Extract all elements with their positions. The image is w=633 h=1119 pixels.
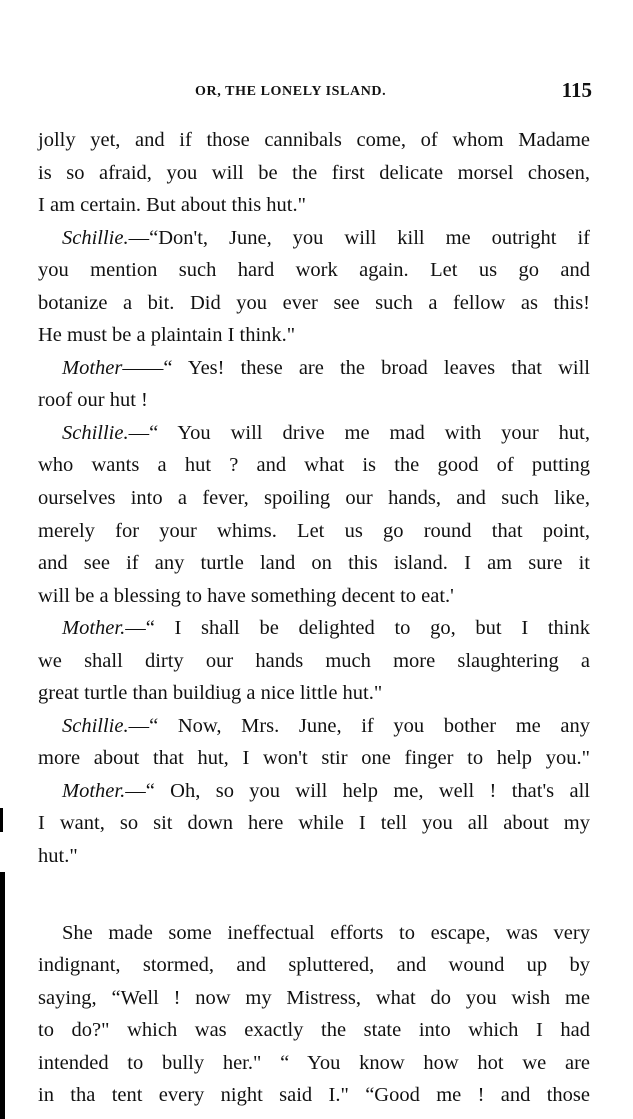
text-line: indignant, stormed, and spluttered, and wound up by xyxy=(38,954,590,977)
text-line: jolly yet, and if those cannibals come, of whom Madame xyxy=(38,129,590,151)
text-line: saying, “Well ! now my Mistress, what do you wish me xyxy=(38,986,590,1009)
text-line: intended to bully her." “ You know how hot we are xyxy=(38,1051,590,1074)
text-line: botanize a bit. Did you ever see such a fellow as this! xyxy=(38,291,590,314)
text-line: She made some ineffectual efforts to escape, was very xyxy=(62,921,590,944)
text-line: roof our hut ! xyxy=(38,389,148,412)
text-line: will be a blessing to have something decent to eat.' xyxy=(38,584,454,607)
body-text xyxy=(38,124,590,1112)
dialogue-line-mother: Mother.—“ Oh, so you will help me, well ! that's all xyxy=(62,779,590,802)
text-line: I am certain. But about this hut." xyxy=(38,194,306,217)
text-line: merely for your whims. Let us go round that point, xyxy=(38,519,590,542)
scan-edge-mark xyxy=(0,808,3,832)
dialogue-line-mother: Mother——“ Yes! these are the broad leaves that will xyxy=(62,356,590,379)
running-title: OR, THE LONELY ISLAND. xyxy=(195,84,387,99)
text-line: ourselves into a fever, spoiling our hands, and such like, xyxy=(38,487,590,510)
speaker-name: Mother. xyxy=(62,779,126,802)
dialogue-line-mother: Mother.—“ I shall be delighted to go, but I think xyxy=(62,617,590,640)
running-head xyxy=(37,78,592,106)
dialogue-line-schillie: Schillie.—“Don't, June, you will kill me outright if xyxy=(62,226,590,249)
dialogue-line-schillie: Schillie.—“ You will drive me mad with your hut, xyxy=(62,421,590,444)
text-line: in tha tent every night said I." “Good me ! and those xyxy=(38,1084,590,1107)
speaker-name: Mother. xyxy=(62,617,126,640)
speaker-name: Schillie. xyxy=(62,714,129,737)
text-line: hut." xyxy=(38,845,78,868)
text-line: great turtle than buildiug a nice little hut." xyxy=(38,682,383,705)
page-number: 115 xyxy=(561,78,592,102)
speaker-name: Mother xyxy=(62,356,123,379)
text-line: and see if any turtle land on this island. I am sure it xyxy=(38,552,590,575)
text-line: you mention such hard work again. Let us go and xyxy=(38,259,590,282)
text-line: who wants a hut ? and what is the good of putting xyxy=(38,454,590,477)
paragraph-gap xyxy=(38,873,590,917)
text-line: I want, so sit down here while I tell you all about my xyxy=(38,812,590,835)
speaker-name: Schillie. xyxy=(62,226,129,249)
text-line: is so afraid, you will be the first delicate morsel chosen, xyxy=(38,161,590,184)
speaker-name: Schillie. xyxy=(62,421,129,444)
text-line: He must be a plaintain I think." xyxy=(38,324,296,347)
text-line: to do?" which was exactly the state into which I had xyxy=(38,1019,590,1042)
text-line: more about that hut, I won't stir one finger to help you." xyxy=(38,747,590,770)
text-line: we shall dirty our hands much more slaughtering a xyxy=(38,649,590,672)
scan-edge-shadow xyxy=(0,872,5,1119)
dialogue-line-schillie: Schillie.—“ Now, Mrs. June, if you bother me any xyxy=(62,714,590,737)
